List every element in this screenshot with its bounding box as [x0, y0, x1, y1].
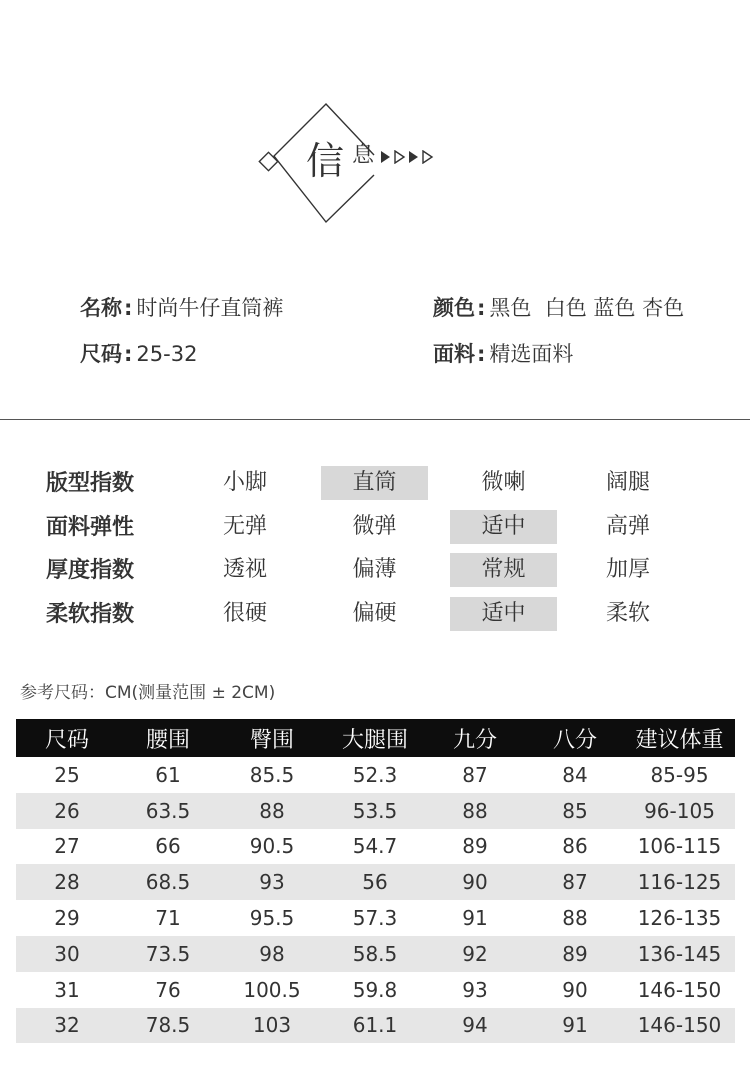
- index-row: [0, 466, 750, 502]
- product-sizes-value: 25-32: [136, 342, 198, 366]
- table-cell: 88: [462, 798, 488, 823]
- table-cell: 146-150: [637, 1013, 722, 1038]
- index-option: 无弹: [222, 514, 267, 539]
- product-sizes-label: 尺码: [80, 342, 122, 366]
- table-cell: 87: [562, 870, 588, 895]
- table-cell: 61: [155, 762, 181, 787]
- index-option: 偏薄: [352, 557, 397, 582]
- index-option: 微弹: [352, 514, 397, 539]
- table-row: [16, 829, 735, 865]
- size-table-header: [16, 719, 735, 757]
- table-cell: 25: [54, 762, 80, 787]
- table-cell: 86: [562, 834, 588, 859]
- table-cell: 93: [462, 977, 488, 1002]
- index-row-label: 版型指数: [46, 471, 135, 496]
- table-row: [16, 900, 735, 936]
- table-cell: 88: [259, 798, 285, 823]
- index-option-selected: 适中: [450, 510, 557, 544]
- table-cell: 89: [562, 941, 588, 966]
- index-option: 小脚: [222, 470, 267, 495]
- index-option: 偏硬: [352, 601, 397, 626]
- table-cell: 84: [562, 762, 588, 787]
- table-cell: 66: [155, 834, 181, 859]
- table-cell: 71: [155, 906, 181, 931]
- table-header-cell: 八分: [552, 727, 597, 753]
- table-cell: 98: [259, 941, 285, 966]
- logo-main-char: 信: [306, 139, 345, 183]
- table-cell: 31: [54, 977, 80, 1002]
- table-cell: 94: [462, 1013, 488, 1038]
- table-row: [16, 757, 735, 793]
- section-divider: [0, 419, 750, 420]
- product-name-value: 时尚牛仔直筒裤: [136, 296, 284, 320]
- table-cell: 116-125: [637, 870, 722, 895]
- index-option-selected: 直筒: [321, 466, 428, 500]
- index-row: [0, 510, 750, 546]
- index-option: 很硬: [222, 601, 267, 626]
- table-row: [16, 1008, 735, 1044]
- product-sizes: [80, 340, 197, 368]
- product-colors-label: 颜色: [433, 296, 475, 320]
- table-header-cell: 尺码: [44, 727, 89, 753]
- table-cell: 52.3: [352, 762, 398, 787]
- index-option: 透视: [222, 557, 267, 582]
- index-option: 加厚: [605, 557, 650, 582]
- table-cell: 95.5: [249, 906, 295, 931]
- table-cell: 29: [54, 906, 80, 931]
- table-cell: 93: [259, 870, 285, 895]
- triangle-arrows-right-icon: [380, 150, 440, 164]
- table-cell: 136-145: [637, 941, 722, 966]
- table-row: [16, 972, 735, 1008]
- table-cell: 126-135: [637, 906, 722, 931]
- table-cell: 90: [462, 870, 488, 895]
- table-cell: 85: [562, 798, 588, 823]
- product-name: [80, 294, 283, 322]
- product-colors: [433, 294, 684, 322]
- table-row: [16, 793, 735, 829]
- table-cell: 53.5: [352, 798, 398, 823]
- table-cell: 57.3: [352, 906, 398, 931]
- table-cell: 100.5: [243, 977, 301, 1002]
- table-cell: 88: [562, 906, 588, 931]
- table-cell: 76: [155, 977, 181, 1002]
- info-logo: [0, 0, 750, 240]
- index-option-selected: 常规: [450, 553, 557, 587]
- product-fabric: [433, 340, 573, 368]
- table-header-cell: 九分: [452, 727, 497, 753]
- size-table-body: [16, 757, 735, 1043]
- table-row: [16, 936, 735, 972]
- table-cell: 59.8: [352, 977, 398, 1002]
- table-header-cell: 建议体重: [635, 727, 724, 753]
- index-option-selected: 适中: [450, 597, 557, 631]
- table-cell: 90: [562, 977, 588, 1002]
- product-colors-value: 黑色 白色 蓝色 杏色: [489, 296, 685, 320]
- table-cell: 68.5: [145, 870, 191, 895]
- table-header-cell: 腰围: [145, 727, 190, 753]
- product-name-separator: :: [124, 296, 133, 320]
- table-cell: 27: [54, 834, 80, 859]
- table-row: [16, 864, 735, 900]
- table-cell: 54.7: [352, 834, 398, 859]
- index-option: 阔腿: [605, 470, 650, 495]
- table-cell: 58.5: [352, 941, 398, 966]
- table-cell: 26: [54, 798, 80, 823]
- index-option: 高弹: [605, 514, 650, 539]
- table-cell: 91: [562, 1013, 588, 1038]
- index-option: 微喇: [481, 470, 526, 495]
- index-row-label: 面料弹性: [46, 515, 135, 540]
- table-cell: 96-105: [644, 798, 715, 823]
- table-cell: 78.5: [145, 1013, 191, 1038]
- table-cell: 73.5: [145, 941, 191, 966]
- diamond-frame-icon: [0, 0, 750, 240]
- index-row-label: 柔软指数: [46, 602, 135, 627]
- product-fabric-value: 精选面料: [489, 342, 574, 366]
- table-cell: 92: [462, 941, 488, 966]
- table-cell: 103: [252, 1013, 292, 1038]
- table-cell: 106-115: [637, 834, 722, 859]
- table-cell: 61.1: [352, 1013, 398, 1038]
- table-cell: 87: [462, 762, 488, 787]
- table-cell: 32: [54, 1013, 80, 1038]
- table-cell: 89: [462, 834, 488, 859]
- table-cell: 28: [54, 870, 80, 895]
- product-fabric-separator: :: [477, 342, 486, 366]
- product-colors-separator: :: [477, 296, 486, 320]
- reference-note: 参考尺码：CM(测量范围 ± 2CM): [20, 683, 276, 703]
- index-row: [0, 597, 750, 633]
- table-cell: 30: [54, 941, 80, 966]
- product-sizes-separator: :: [124, 342, 133, 366]
- index-row: [0, 553, 750, 589]
- table-cell: 85-95: [650, 762, 709, 787]
- table-cell: 91: [462, 906, 488, 931]
- size-table: [16, 719, 735, 1043]
- index-row-label: 厚度指数: [46, 558, 135, 583]
- table-cell: 90.5: [249, 834, 295, 859]
- index-option: 柔软: [605, 601, 650, 626]
- logo-sub-char: 息: [352, 143, 375, 168]
- product-fabric-label: 面料: [433, 342, 475, 366]
- table-header-cell: 臀围: [249, 727, 294, 753]
- table-cell: 85.5: [249, 762, 295, 787]
- table-cell: 56: [362, 870, 388, 895]
- product-name-label: 名称: [80, 296, 122, 320]
- table-cell: 146-150: [637, 977, 722, 1002]
- table-cell: 63.5: [145, 798, 191, 823]
- table-header-cell: 大腿围: [341, 727, 408, 753]
